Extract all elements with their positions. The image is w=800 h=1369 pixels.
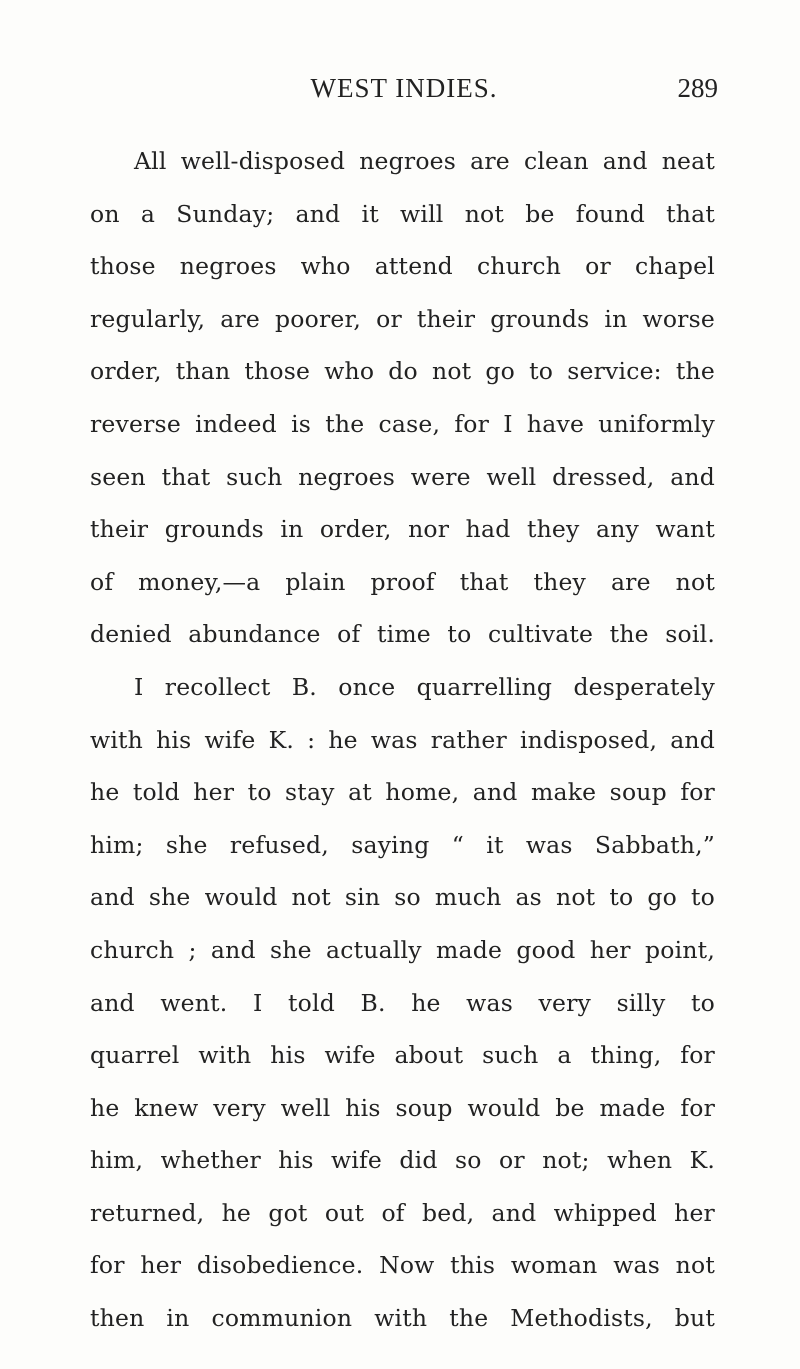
text-line: him, whether his wife did so or not; when K. [90, 1146, 715, 1175]
page-number: 289 [677, 73, 718, 103]
text-line: those negroes who attend church or chapel [90, 252, 715, 281]
text-line: quarrel with his wife about such a thing, for [90, 1041, 715, 1070]
text-line: church ; and she actually made good her point, [90, 935, 715, 964]
text-line: denied abundance of time to cultivate the soil. [90, 620, 715, 649]
text-line: for her disobedience. Now this woman was not [90, 1251, 715, 1280]
text-line: he knew very well his soup would be made for [90, 1093, 715, 1122]
text-line: regularly, are poorer, or their grounds in worse [90, 304, 715, 333]
text-line: he told her to stay at home, and make soup for [90, 778, 715, 807]
text-line: of money,—a plain proof that they are not [90, 567, 715, 596]
text-line: their grounds in order, nor had they any want [90, 515, 715, 544]
text-line: All well-disposed negroes are clean and neat [134, 147, 715, 175]
text-line: I recollect B. once quarrelling desperately [134, 672, 715, 701]
text-line: then in communion with the Methodists, but [90, 1304, 715, 1333]
text-line: order, than those who do not go to service: the [90, 357, 715, 386]
text-line: with his wife K. : he was rather indisposed, and [90, 725, 715, 754]
text-line: and she would not sin so much as not to go to [90, 883, 715, 912]
text-line: returned, he got out of bed, and whipped her [90, 1198, 715, 1227]
text-line: on a Sunday; and it will not be found that [90, 199, 715, 228]
text-line: him; she refused, saying “ it was Sabbath,” [90, 830, 715, 859]
text-line: reverse indeed is the case, for I have uniformly [90, 409, 715, 438]
running-head [90, 68, 718, 108]
running-title: WEST INDIES. [310, 73, 498, 103]
body-text [90, 135, 715, 1345]
text-line: and went. I told B. he was very silly to [90, 988, 715, 1017]
text-line: seen that such negroes were well dressed, and [90, 462, 715, 491]
